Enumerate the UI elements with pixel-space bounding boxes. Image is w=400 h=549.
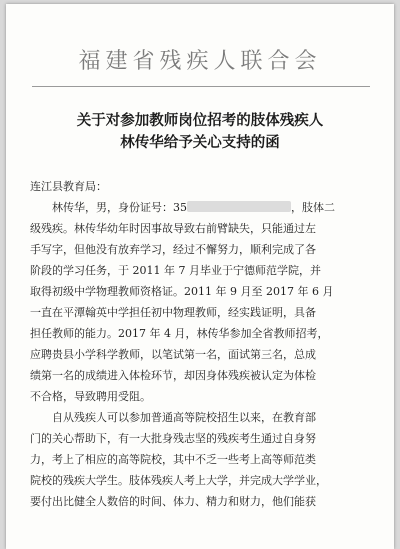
paragraph-2-line: 院校的残疾大学生。肢体残疾人考上大学，并完成大学学业，	[30, 474, 327, 487]
document-title	[6, 110, 394, 154]
paragraph-2-line: 自从残疾人可以参加普通高等院校招生以来，在教育部	[52, 411, 316, 424]
letter-page	[6, 4, 394, 549]
paragraph-1-line: 绩第一名的成绩进入体检环节，却因身体残疾被认定为体检	[30, 369, 316, 382]
redacted-id-number	[187, 201, 291, 212]
paragraph-1-line	[30, 197, 372, 218]
document-title-line-1: 关于对参加教师岗位招考的肢体残疾人	[76, 112, 324, 129]
letterhead-divider	[32, 86, 370, 87]
paragraph-1-line: 一直在平潭翰英中学担任初中物理教师，经实践证明，具备	[30, 306, 316, 319]
letterhead-org-name: 福建省残疾人联合会	[78, 49, 322, 74]
paragraph-1-line: 不合格，导致聘用受阻。	[30, 390, 151, 403]
document-title-line-2: 林传华给予关心支持的函	[120, 134, 280, 151]
paragraph-1-line: 手写字，但他没有放弃学习，经过不懈努力，顺利完成了各	[30, 243, 316, 256]
paragraph-1-line: 取得初级中学物理教师资格证。2011 年 9 月至 2017 年 6 月	[30, 285, 334, 298]
id-number-prefix: 林传华，男，身份证号：35	[52, 201, 187, 214]
salutation: 连江县教育局：	[30, 180, 107, 193]
paragraph-1-line: 级残疾。林传华幼年时因事故导致右前臂缺失，只能通过左	[30, 222, 316, 235]
paragraph-2-line: 门的关心帮助下，有一大批身残志坚的残疾考生通过自身努	[30, 432, 316, 445]
paragraph-1-line: 担任教师的能力。2017 年 4 月，林传华参加全省教师招考，	[30, 327, 329, 340]
paragraph-2-line: 力，考上了相应的高等院校，其中不乏一些考上高等师范类	[30, 453, 316, 466]
disability-level-text: ，肢体二	[291, 201, 335, 214]
paragraph-1-line: 应聘贵县小学科学教师，以笔试第一名，面试第三名，总成	[30, 348, 316, 361]
document-body	[30, 176, 372, 512]
paragraph-2-line: 要付出比健全人数倍的时间、体力、精力和财力，他们能获	[30, 495, 316, 508]
paragraph-1-line: 阶段的学习任务，于 2011 年 7 月毕业于宁德师范学院，并	[30, 264, 321, 277]
